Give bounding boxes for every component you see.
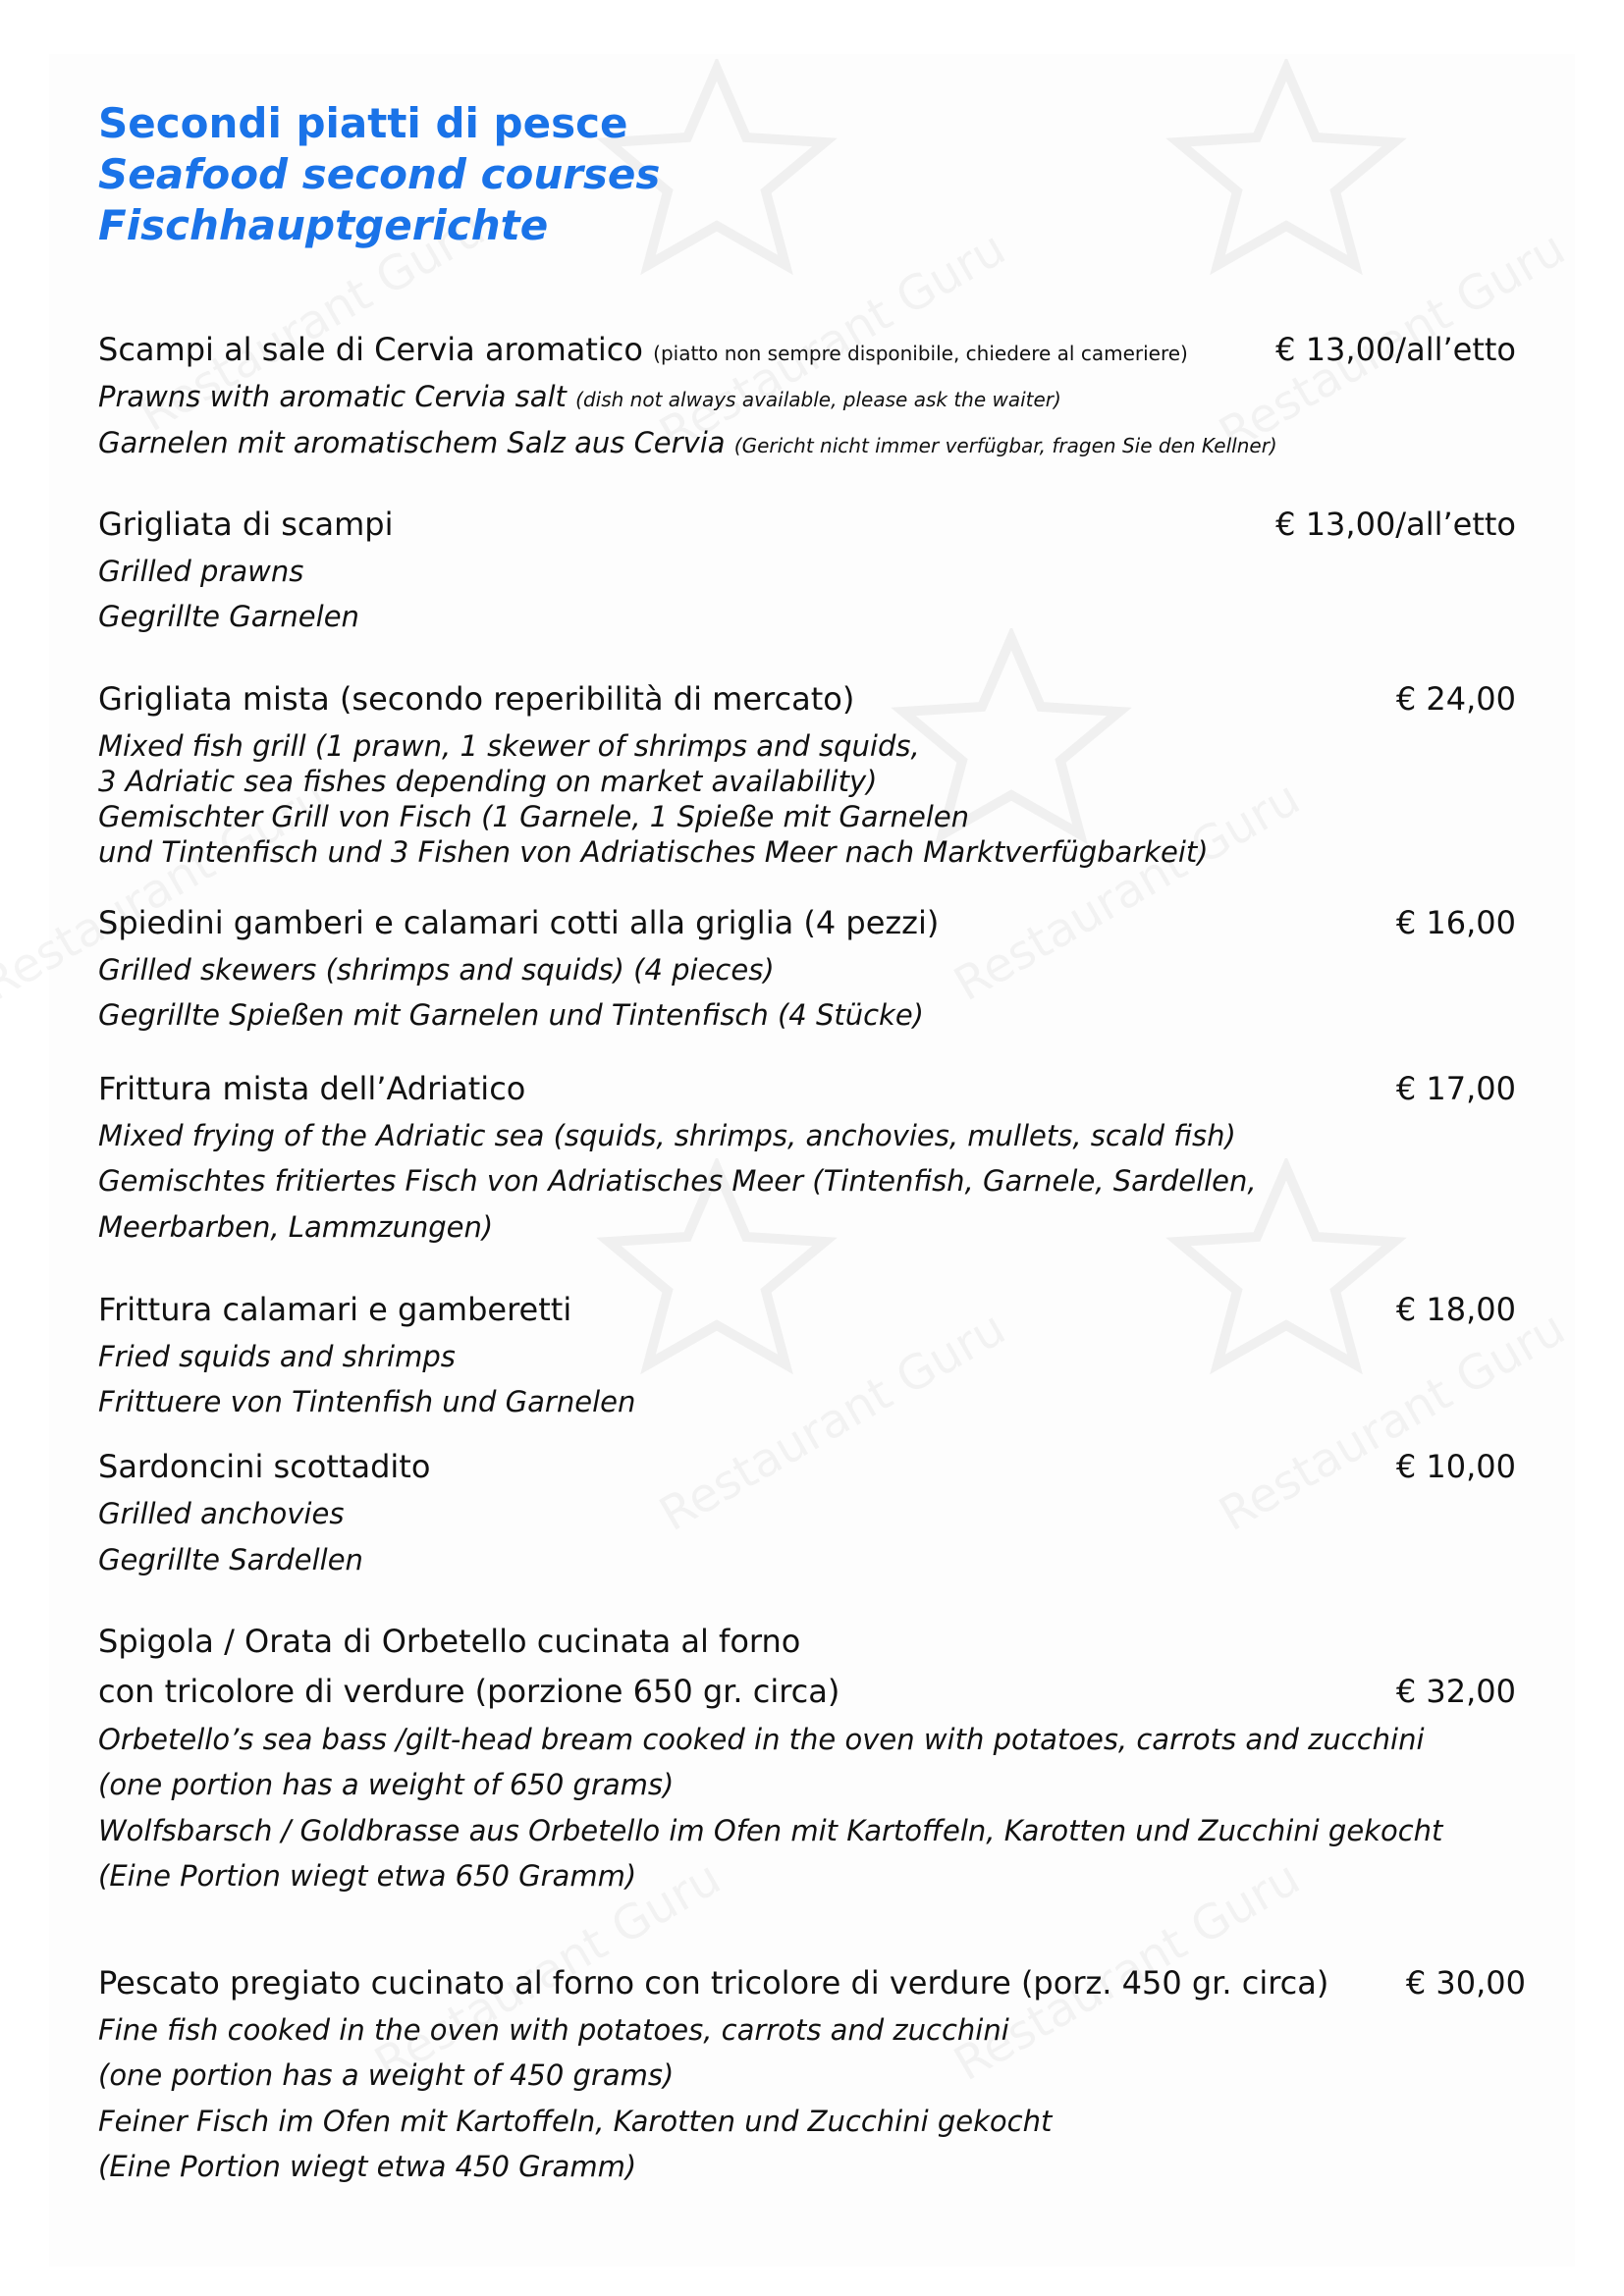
dish-price: € 13,00/all’etto — [1275, 331, 1516, 368]
dish-name: Frittura mista dell’Adriatico — [98, 1070, 526, 1107]
dish-english: Grilled prawns — [98, 555, 304, 588]
dish-name: Pescato pregiato cucinato al forno con tricolore di verdure (porz. 450 gr. circa) — [98, 1964, 1329, 2002]
dish-german: Gegrillte Sardellen — [98, 1543, 363, 1576]
dish-german: Frittuere von Tintenfish und Garnelen — [98, 1385, 636, 1418]
dish-german: Garnelen mit aromatischem Salz aus Cervia (Gericht nicht immer verfügbar, fragen Sie den Kellner) — [98, 426, 1277, 459]
dish-price: € 16,00 — [1395, 904, 1516, 941]
dish-english: Grilled skewers (shrimps and squids) (4 pieces) — [98, 953, 775, 987]
dish-description-line: Orbetello’s sea bass /gilt-head bream cooked in the oven with potatoes, carrots and zucchini — [98, 1723, 1425, 1756]
dish-name: Grigliata di scampi — [98, 506, 394, 543]
page-title-german: Fischhauptgerichte — [98, 201, 549, 249]
dish-price: € 30,00 — [1405, 1964, 1526, 2002]
dish-name: Sardoncini scottadito — [98, 1448, 431, 1485]
dish-english: Prawns with aromatic Cervia salt (dish not always available, please ask the waiter) — [98, 380, 1061, 413]
dish-english: Fried squids and shrimps — [98, 1340, 456, 1373]
dish-price: € 13,00/all’etto — [1275, 506, 1516, 543]
dish-description-line: 3 Adriatic sea fishes depending on market availability) — [98, 765, 878, 798]
dish-name-line-2: con tricolore di verdure (porzione 650 gr. circa) — [98, 1673, 840, 1710]
dish-name: Spigola / Orata di Orbetello cucinata al forno — [98, 1623, 801, 1660]
dish-name: Scampi al sale di Cervia aromatico (piatto non sempre disponibile, chiedere al cameriere) — [98, 331, 1188, 368]
dish-description-line: Mixed fish grill (1 prawn, 1 skewer of shrimps and squids, — [98, 729, 920, 763]
dish-price: € 17,00 — [1395, 1070, 1516, 1107]
dish-price: € 10,00 — [1395, 1448, 1516, 1485]
dish-price: € 32,00 — [1395, 1673, 1516, 1710]
dish-description-line: (Eine Portion wiegt etwa 450 Gramm) — [98, 2150, 637, 2183]
dish-description-line: Feiner Fisch im Ofen mit Kartoffeln, Karotten und Zucchini gekocht — [98, 2105, 1053, 2138]
dish-price: € 18,00 — [1395, 1291, 1516, 1328]
dish-name: Grigliata mista (secondo reperibilità di mercato) — [98, 680, 855, 718]
dish-description-line: Meerbarben, Lammzungen) — [98, 1210, 494, 1244]
dish-english: Grilled anchovies — [98, 1497, 345, 1530]
dish-german: Gegrillte Garnelen — [98, 600, 359, 633]
dish-name: Spiedini gamberi e calamari cotti alla griglia (4 pezzi) — [98, 904, 940, 941]
dish-description-line: Gemischter Grill von Fisch (1 Garnele, 1 Spieße mit Garnelen — [98, 800, 970, 833]
dish-name: Frittura calamari e gamberetti — [98, 1291, 572, 1328]
dish-german: Gegrillte Spießen mit Garnelen und Tintenfisch (4 Stücke) — [98, 998, 924, 1032]
dish-note: (piatto non sempre disponibile, chiedere al cameriere) — [653, 342, 1188, 365]
dish-description-line: (one portion has a weight of 650 grams) — [98, 1768, 675, 1801]
dish-description-line: Fine fish cooked in the oven with potatoes, carrots and zucchini — [98, 2013, 1009, 2047]
dish-description-line: und Tintenfisch und 3 Fishen von Adriatisches Meer nach Marktverfügbarkeit) — [98, 835, 1209, 869]
dish-description-line: (one portion has a weight of 450 grams) — [98, 2058, 675, 2092]
dish-description-line: Gemischtes fritiertes Fisch von Adriatisches Meer (Tintenfish, Garnele, Sardellen, — [98, 1164, 1257, 1198]
dish-description-line: Mixed frying of the Adriatic sea (squids, shrimps, anchovies, mullets, scald fish) — [98, 1119, 1236, 1152]
dish-description-line: (Eine Portion wiegt etwa 650 Gramm) — [98, 1859, 637, 1893]
page-title-italian: Secondi piatti di pesce — [98, 99, 628, 147]
dish-price: € 24,00 — [1395, 680, 1516, 718]
page-title-english: Seafood second courses — [98, 150, 661, 198]
dish-description-line: Wolfsbarsch / Goldbrasse aus Orbetello im Ofen mit Kartoffeln, Karotten und Zucchini gekocht — [98, 1814, 1443, 1847]
